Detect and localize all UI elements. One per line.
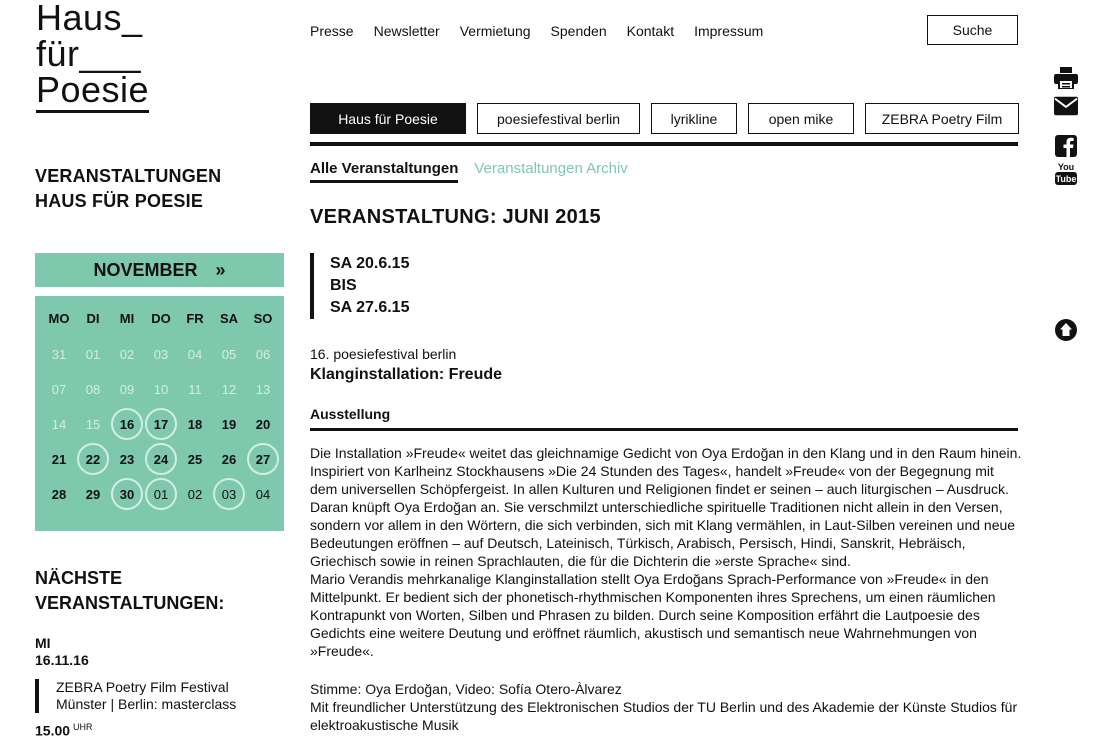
calendar-day: 28: [51, 486, 67, 502]
nav-newsletter[interactable]: Newsletter: [373, 23, 440, 39]
calendar-day: 09: [119, 381, 135, 397]
next-month-button[interactable]: »: [215, 259, 226, 280]
sub-navigation: [310, 160, 628, 183]
calendar-day[interactable]: 30: [111, 478, 143, 510]
credits-line-2: Mit freundlicher Unterstützung des Elektronischen Studios der TU Berlin und des Akademie der Künste Studios für elektroakustische Musik: [310, 699, 1018, 733]
calendar-day: 20: [255, 416, 271, 432]
nav-spenden[interactable]: Spenden: [550, 23, 607, 39]
event-description: [310, 444, 1022, 660]
top-navigation: [310, 23, 763, 39]
subtab-archiv[interactable]: Veranstaltungen Archiv: [474, 160, 628, 177]
calendar-day: 31: [51, 346, 67, 362]
event-credits: [310, 680, 1022, 734]
calendar-day: 05: [221, 346, 237, 362]
section-title-line-1: VERANSTALTUNGEN: [35, 166, 222, 186]
description-paragraph-2: Mario Verandis mehrkanalige Klanginstallation stellt Oya Erdoğans Sprach-Performance von »Freude« in den Mittelpunkt. Er bedient sich der phonetisch-rhythmischen Komponenten ihres Sprechens, um einen räumlichen Kontrapunkt von Worten, Silben und Phrasen zu bilden. Durch seine Komposition erfährt die Lautpoesie des Gedichts eine weitere Deutung und eröffnet räumlich, akustisch und semantisch neue Wahrnehmungen von »Freude«.: [310, 571, 996, 659]
calendar-grid: [35, 296, 284, 531]
calendar-day: 13: [255, 381, 271, 397]
next-event-title-line-1: ZEBRA Poetry Film Festival: [56, 679, 229, 695]
facebook-icon[interactable]: [1054, 134, 1078, 158]
calendar-weekday: MO: [48, 311, 70, 326]
tab-open-mike[interactable]: open mike: [748, 103, 854, 134]
calendar-weekday: SO: [253, 311, 273, 326]
calendar-day: 21: [51, 451, 67, 467]
svg-text:Tube: Tube: [1055, 174, 1077, 184]
calendar-day[interactable]: 22: [77, 443, 109, 475]
calendar-weekday: SA: [219, 311, 239, 326]
next-event-weekday: MI: [35, 635, 51, 651]
tab-poesiefestival-berlin[interactable]: poesiefestival berlin: [477, 103, 640, 134]
event-date-from: SA 20.6.15: [330, 255, 410, 272]
subtab-alle-veranstaltungen[interactable]: Alle Veranstaltungen: [310, 160, 458, 183]
tab-lyrikline[interactable]: lyrikline: [651, 103, 737, 134]
event-dates: [310, 253, 409, 319]
event-date-to: SA 27.6.15: [330, 299, 410, 316]
calendar-weekday: DO: [151, 311, 171, 326]
tab-haus-fuer-poesie[interactable]: Haus für Poesie: [310, 103, 466, 134]
svg-text:You: You: [1057, 162, 1075, 172]
next-events-title-line-1: NÄCHSTE: [35, 568, 123, 588]
tab-zebra-poetry-film[interactable]: ZEBRA Poetry Film: [865, 103, 1019, 134]
nav-impressum[interactable]: Impressum: [694, 23, 764, 39]
calendar-day: 26: [221, 451, 237, 467]
next-events-title-line-2: VERANSTALTUNGEN:: [35, 593, 225, 613]
mail-icon[interactable]: [1054, 94, 1078, 118]
print-icon[interactable]: [1054, 66, 1078, 90]
calendar-day: 11: [188, 381, 202, 397]
event-category: Ausstellung: [310, 406, 391, 422]
credits-line-1: Stimme: Oya Erdoğan, Video: Sofía Otero-Àlvarez: [310, 681, 622, 697]
calendar-day[interactable]: 16: [111, 408, 143, 440]
tabs-divider: [310, 142, 1018, 146]
next-event-time-suffix: UHR: [73, 722, 93, 732]
calendar-month: NOVEMBER: [93, 259, 198, 280]
calendar-day[interactable]: 27: [247, 443, 279, 475]
calendar-weekday: MI: [119, 311, 135, 326]
next-event-time: [35, 722, 93, 739]
calendar-day[interactable]: 03: [213, 478, 245, 510]
nav-kontakt[interactable]: Kontakt: [626, 23, 675, 39]
calendar-day[interactable]: 24: [145, 443, 177, 475]
calendar-day: 23: [119, 451, 135, 467]
calendar-weekday: FR: [186, 311, 204, 326]
next-event-date-value: 16.11.16: [35, 652, 89, 668]
calendar-day: 08: [85, 381, 101, 397]
logo-line-1: Haus_: [36, 0, 143, 38]
next-event-time-value: 15.00: [35, 722, 71, 739]
calendar-day: 04: [255, 486, 271, 502]
calendar-day: 06: [255, 346, 271, 362]
logo-line-3: Poesie: [36, 72, 149, 113]
section-title: [35, 164, 221, 214]
calendar-day: 02: [119, 346, 135, 362]
calendar-day: 10: [153, 381, 169, 397]
calendar-day: 18: [187, 416, 203, 432]
calendar-day: 03: [153, 346, 169, 362]
next-events-title: [35, 566, 224, 616]
calendar-day: 01: [85, 346, 101, 362]
calendar-day: 15: [85, 416, 101, 432]
description-paragraph-1: Die Installation »Freude« weitet das gleichnamige Gedicht von Oya Erdoğan in den Klang und in den Raum hinein. Inspiriert von Karlheinz Stockhausens »Die 24 Stunden des Tages«, handelt »Freude« von der Begegnung mit dem universellen Schöpfergeist. In allen Kulturen und Religionen findet er seinen – auch liturgischen – Ausdruck. Daran knüpft Oya Erdoğan an. Sie verschmilzt unterschiedliche spirituelle Traditionen nicht allein in den Versen, sondern vor allem in den Wörtern, die sich verbinden, sich mit Klang vermählen, in Laut-Silben vereinen und neue Bedeutungen eröffnen – auf Deutsch, Lateinisch, Türkisch, Arabisch, Persisch, Hindi, Sanskrit, Hebräisch, Griechisch sowie in reinen Sprachlauten, die für die Dichterin die »erste Sprache« sind.: [310, 445, 1022, 569]
next-event-link[interactable]: [35, 679, 285, 713]
calendar-day: 29: [85, 486, 101, 502]
event-title: Klanginstallation: Freude: [310, 366, 503, 383]
site-logo[interactable]: [36, 0, 156, 113]
calendar-weekday: DI: [86, 311, 100, 326]
next-event-title-line-2: Münster | Berlin: masterclass: [56, 696, 237, 712]
nav-vermietung[interactable]: Vermietung: [459, 23, 531, 39]
calendar-day: 04: [187, 346, 203, 362]
next-event-date: [35, 635, 89, 669]
calendar-day: 25: [187, 451, 203, 467]
calendar-day: 07: [51, 381, 67, 397]
calendar-day[interactable]: 17: [145, 408, 177, 440]
calendar-day: 14: [51, 416, 67, 432]
calendar-day: 02: [187, 486, 203, 502]
category-divider: [310, 428, 1018, 431]
calendar-day: 12: [221, 381, 237, 397]
youtube-icon[interactable]: [1054, 161, 1078, 185]
logo-line-2: für___: [36, 33, 142, 74]
nav-presse[interactable]: Presse: [310, 23, 354, 39]
event-date-bis: BIS: [330, 277, 357, 294]
calendar-day: 19: [221, 416, 237, 432]
search-button[interactable]: Suche: [927, 15, 1018, 45]
site-tabs: [310, 103, 1019, 134]
scroll-top-icon[interactable]: [1054, 318, 1078, 342]
event-festival: 16. poesiefestival berlin: [310, 346, 457, 362]
page-title: VERANSTALTUNG: JUNI 2015: [310, 206, 601, 228]
calendar-header: [35, 253, 284, 287]
calendar-day[interactable]: 01: [145, 478, 177, 510]
section-title-line-2: HAUS FÜR POESIE: [35, 191, 204, 211]
